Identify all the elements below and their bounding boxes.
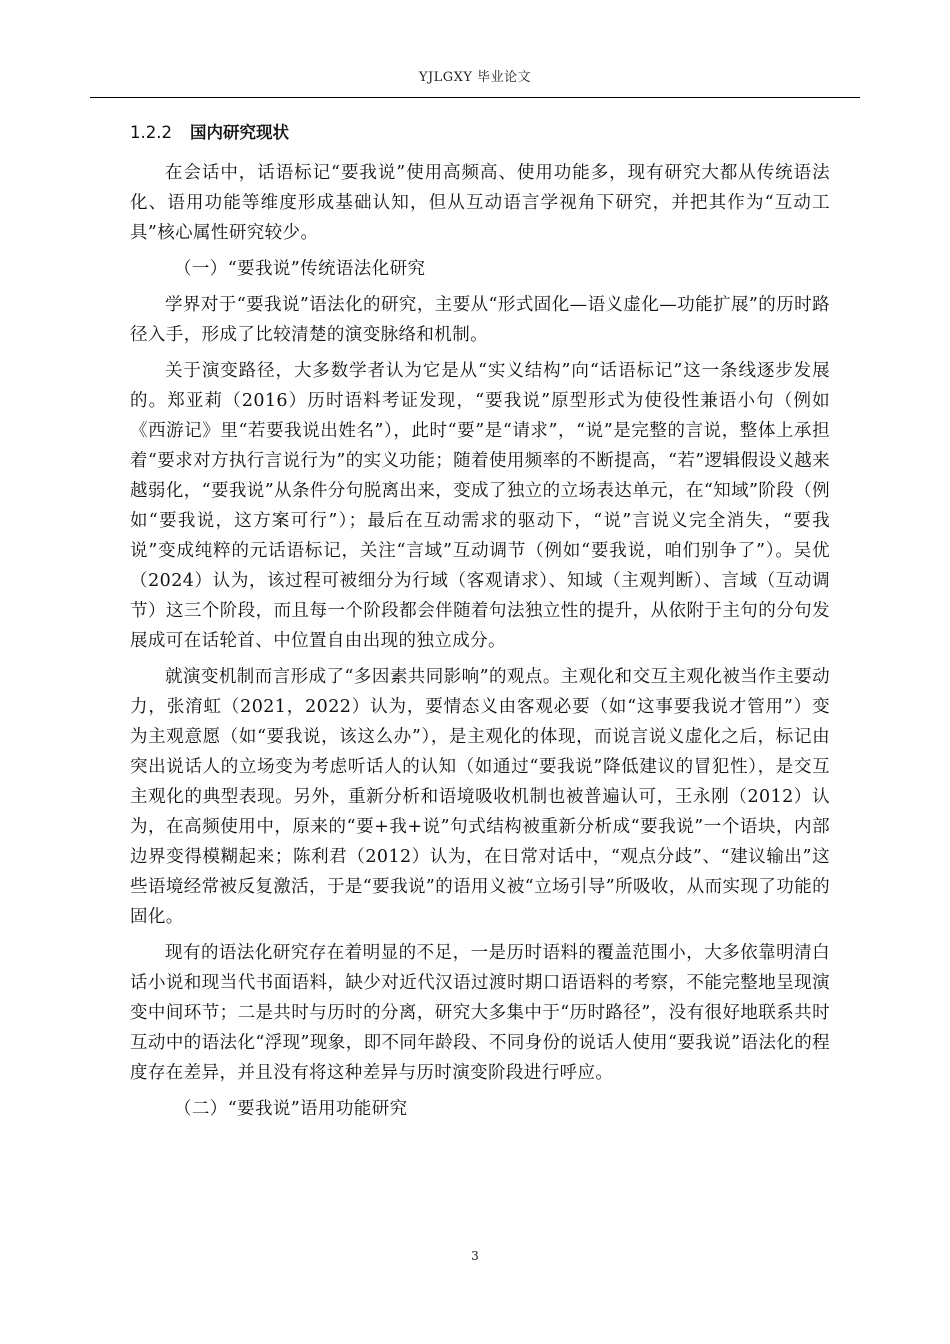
- section-title: 国内研究现状: [189, 123, 289, 142]
- paragraph-intro: 在会话中，话语标记“要我说”使用高频高、使用功能多，现有研究大都从传统语法化、语用功能等维度形成基础认知，但从互动语言学视角下研究，并把其作为“互动工具”核心属性研究较少。: [130, 163, 830, 243]
- document-body: [130, 118, 830, 1124]
- section-number: 1.2.2: [130, 123, 172, 142]
- subsection-title-1: （一）“要我说”传统语法化研究: [174, 259, 426, 279]
- page-header: YJLGXY 毕业论文: [418, 70, 532, 85]
- paragraph-2: 关于演变路径，大多数学者认为它是从“实义结构”向“话语标记”这一条线逐步发展的。郑亚莉（2016）历时语料考证发现，“要我说”原型形式为使役性兼语小句（例如《西游记》里“若要我说出姓名”），此时“要”是“请求”，“说”是完整的言说，整体上承担着“要求对方执行言说行为”的实义功能；随着使用频率的不断提高，“若”逻辑假设义越来越弱化，“要我说”从条件分句脱离出来，变成了独立的立场表达单元，在“知域”阶段（例如“要我说，这方案可行”）；最后在互动需求的驱动下，“说”言说义完全消失，“要我说”变成纯粹的元话语标记，关注“言域”互动调节（例如“要我说，咱们别争了”）。吴优（2024）认为，该过程可被细分为行域（客观请求）、知域（主观判断）、言域（互动调节）这三个阶段，而且每一个阶段都会伴随着句法独立性的提升，从依附于主句的分句发展成可在话轮首、中位置自由出现的独立成分。: [130, 361, 830, 651]
- section-heading: [130, 118, 830, 148]
- page-number: 3: [471, 1249, 479, 1263]
- subsection-title-2: （二）“要我说”语用功能研究: [174, 1099, 408, 1119]
- paragraph-4: 现有的语法化研究存在着明显的不足，一是历时语料的覆盖范围小，大多依靠明清白话小说和现当代书面语料，缺少对近代汉语过渡时期口语语料的考察，不能完整地呈现演变中间环节；二是共时与历时的分离，研究大多集中于“历时路径”，没有很好地联系共时互动中的语法化“浮现”现象，即不同年龄段、不同身份的说话人使用“要我说”语法化的程度存在差异，并且没有将这种差异与历时演变阶段进行呼应。: [130, 943, 830, 1083]
- paragraph-3: 就演变机制而言形成了“多因素共同影响”的观点。主观化和交互主观化被当作主要动力，张淯虹（2021，2022）认为，要情态义由客观必要（如“这事要我说才管用”）变为主观意愿（如“要我说，该这么办”），是主观化的体现，而说言说义虚化之后，标记由突出说话人的立场变为考虑听话人的认知（如通过“要我说”降低建议的冒犯性），是交互主观化的典型表现。另外，重新分析和语境吸收机制也被普遍认可，王永刚（2012）认为，在高频使用中，原来的“要+我+说”句式结构被重新分析成“要我说”一个语块，内部边界变得模糊起来；陈利君（2012）认为，在日常对话中，“观点分歧”、“建议输出”这些语境经常被反复激活，于是“要我说”的语用义被“立场引导”所吸收，从而实现了功能的固化。: [130, 667, 830, 927]
- header-rule: [90, 97, 860, 98]
- paragraph-1: 学界对于“要我说”语法化的研究，主要从“形式固化—语义虚化—功能扩展”的历时路径入手，形成了比较清楚的演变脉络和机制。: [130, 295, 830, 345]
